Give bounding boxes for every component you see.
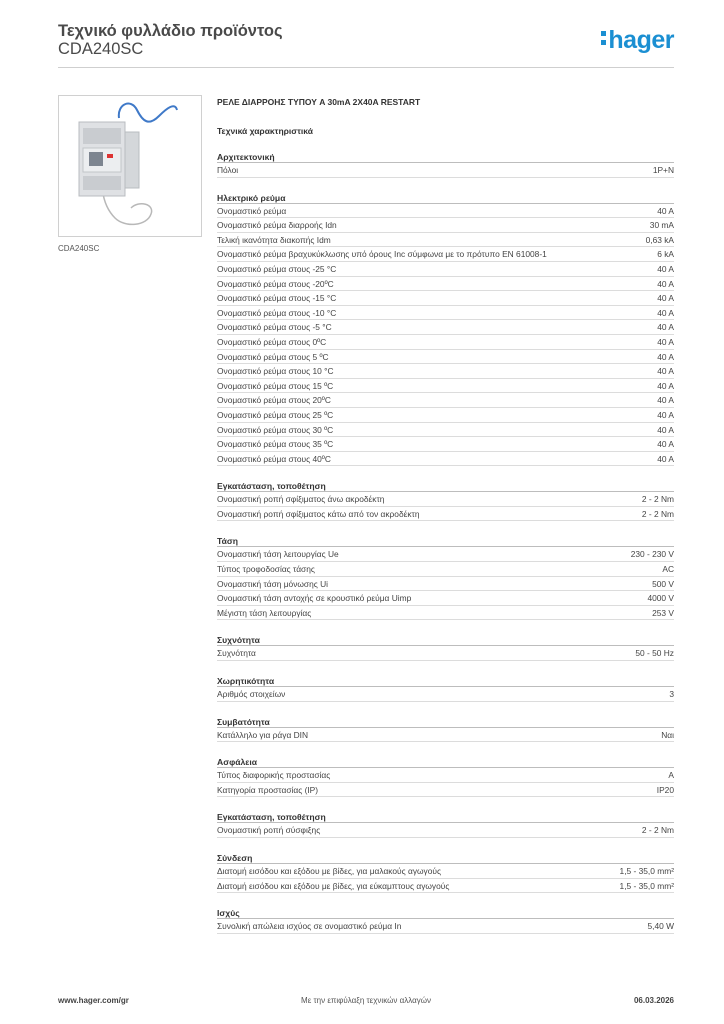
spec-value: 40 A — [657, 263, 674, 274]
spec-row — [217, 291, 674, 306]
spec-value: AC — [662, 564, 674, 575]
spec-section — [217, 192, 674, 467]
spec-label: Διατομή εισόδου και εξόδου με βίδες, για εύκαμπτους αγωγούς — [217, 880, 450, 891]
residual-current-relay-image — [59, 96, 201, 236]
section-heading: Ηλεκτρικό ρεύμα — [217, 192, 674, 204]
spec-value: 2 - 2 Nm — [641, 494, 674, 505]
spec-row — [217, 437, 674, 452]
spec-label: Ονομαστικό ρεύμα βραχυκύκλωσης υπό όρους Inc σύμφωνα με το πρότυπο EN 61008-1 — [217, 249, 547, 260]
section-heading: Συμβατότητα — [217, 716, 674, 728]
spec-section — [217, 716, 674, 743]
spec-label: Ονομαστικό ρεύμα στους -10 °C — [217, 307, 337, 318]
spec-value: 40 A — [657, 205, 674, 216]
spec-label: Κατάλληλο για ράγα DIN — [217, 729, 309, 740]
spec-label: Κατηγορία προστασίας (IP) — [217, 784, 319, 795]
spec-row — [217, 204, 674, 219]
spec-label: Ονομαστικό ρεύμα — [217, 205, 287, 216]
spec-value: 6 kA — [657, 249, 674, 260]
spec-label: Ονομαστικό ρεύμα στους 40ºC — [217, 453, 331, 464]
spec-row — [217, 768, 674, 783]
spec-label: Διατομή εισόδου και εξόδου με βίδες, για μαλακούς αγωγούς — [217, 866, 442, 876]
spec-label: Αριθμός στοιχείων — [217, 689, 286, 700]
spec-row — [217, 562, 674, 577]
spec-label: Ονομαστικό ρεύμα στους -25 °C — [217, 263, 337, 274]
spec-row — [217, 423, 674, 438]
spec-label: Ονομαστικό ρεύμα διαρροής Idn — [217, 220, 337, 231]
spec-label: Συνολική απώλεια ισχύος σε ονομαστικό ρεύμα In — [217, 921, 402, 932]
spec-label: Τύπος διαφορικής προστασίας — [217, 770, 331, 781]
spec-row — [217, 919, 674, 934]
spec-row — [217, 277, 674, 292]
spec-row — [217, 408, 674, 423]
spec-content — [217, 96, 674, 934]
spec-row — [217, 823, 674, 838]
spec-value: 40 A — [657, 395, 674, 406]
spec-value: 40 A — [657, 307, 674, 318]
spec-label: Ονομαστικό ρεύμα στους -5 °C — [217, 322, 332, 333]
spec-section — [217, 907, 674, 934]
spec-value: 30 mA — [649, 220, 674, 231]
spec-row — [217, 379, 674, 394]
spec-value: 40 A — [657, 380, 674, 391]
spec-label: Ονομαστικό ρεύμα στους 0ºC — [217, 336, 327, 347]
spec-value: 40 A — [657, 336, 674, 347]
spec-sections — [217, 151, 674, 934]
spec-value: 1,5 - 35,0 mm² — [619, 880, 674, 891]
spec-section — [217, 675, 674, 702]
logo-dots-icon — [601, 31, 607, 47]
spec-label: Συχνότητα — [217, 648, 256, 659]
product-code: CDA240SC — [58, 40, 144, 58]
spec-value: 1,5 - 35,0 mm² — [619, 866, 674, 876]
spec-value: IP20 — [656, 784, 674, 795]
spec-section — [217, 535, 674, 620]
section-heading: Σύνδεση — [217, 852, 674, 864]
spec-section — [217, 634, 674, 661]
spec-value: 4000 V — [647, 593, 674, 604]
spec-value: 50 - 50 Hz — [635, 648, 674, 659]
product-image — [58, 95, 202, 237]
spec-label: Ονομαστική ροπή σφίξιματος άνω ακροδέκτη — [217, 494, 385, 505]
spec-value: 253 V — [652, 607, 674, 618]
spec-label: Ονομαστικό ρεύμα στους -15 °C — [217, 293, 337, 304]
spec-row — [217, 163, 674, 178]
spec-label: Τελική ικανότητα διακοπής Idm — [217, 234, 331, 245]
spec-row — [217, 247, 674, 262]
spec-value: 230 - 230 V — [630, 549, 674, 560]
spec-label: Ονομαστικό ρεύμα στους 30 ºC — [217, 424, 334, 435]
spec-value: 1P+N — [652, 165, 674, 175]
spec-row — [217, 646, 674, 661]
spec-value: 500 V — [652, 578, 674, 589]
spec-value: 40 A — [657, 366, 674, 377]
spec-value: 40 A — [657, 409, 674, 420]
section-heading: Χωρητικότητα — [217, 675, 674, 687]
product-name: ΡΕΛΕ ΔΙΑΡΡΟΗΣ ΤΥΠΟΥ A 30mA 2X40A RESTART — [217, 97, 421, 107]
spec-label: Ονομαστική τάση μόνωσης Ui — [217, 578, 329, 589]
logo-text: hager — [608, 26, 674, 54]
spec-label: Τύπος τροφοδοσίας τάσης — [217, 564, 315, 575]
page-header — [58, 20, 674, 68]
spec-value: Ναι — [661, 729, 674, 740]
spec-value: 40 A — [657, 322, 674, 333]
spec-section — [217, 756, 674, 797]
spec-row — [217, 606, 674, 621]
spec-row — [217, 393, 674, 408]
spec-section — [217, 151, 674, 178]
spec-row — [217, 507, 674, 522]
spec-row — [217, 218, 674, 233]
spec-row — [217, 879, 674, 894]
spec-row — [217, 864, 674, 879]
spec-label: Ονομαστικό ρεύμα στους 25 ºC — [217, 409, 334, 420]
spec-row — [217, 320, 674, 335]
spec-label: Ονομαστικό ρεύμα στους 5 ºC — [217, 351, 329, 362]
spec-value: 40 A — [657, 424, 674, 435]
spec-row — [217, 728, 674, 743]
spec-row — [217, 577, 674, 592]
spec-row — [217, 783, 674, 798]
spec-section — [217, 811, 674, 838]
spec-value: 40 A — [657, 293, 674, 304]
spec-label: Ονομαστικό ρεύμα στους 10 °C — [217, 366, 334, 377]
spec-value: 40 A — [657, 439, 674, 450]
spec-value: 40 A — [657, 351, 674, 362]
spec-label: Ονομαστικό ρεύμα στους 35 ºC — [217, 439, 334, 450]
spec-label: Ονομαστικό ρεύμα στους 15 ºC — [217, 380, 334, 391]
spec-row — [217, 335, 674, 350]
spec-value: 2 - 2 Nm — [641, 508, 674, 519]
footer-date: 06.03.2026 — [633, 996, 674, 1005]
spec-label: Πόλοι — [217, 165, 239, 175]
footer-website-link[interactable]: www.hager.com/gr — [58, 996, 129, 1005]
specs-title: Τεχνικά χαρακτηριστικά — [217, 126, 313, 136]
spec-label: Ονομαστική τάση αντοχής σε κρουστικό ρεύμα Uimp — [217, 593, 412, 604]
document-title: Τεχνικό φυλλάδιο προϊόντος — [58, 22, 283, 40]
spec-label: Ονομαστικό ρεύμα στους -20ºC — [217, 278, 334, 289]
section-heading: Τάση — [217, 535, 674, 547]
spec-value: 2 - 2 Nm — [641, 825, 674, 836]
footer-notice: Με την επιφύλαξη τεχνικών αλλαγών — [301, 996, 431, 1005]
spec-value: 40 A — [657, 453, 674, 464]
product-image-label: CDA240SC — [58, 244, 100, 253]
spec-row — [217, 591, 674, 606]
spec-label: Ονομαστική ροπή σύσφιξης — [217, 825, 321, 836]
spec-value: 0,63 kA — [645, 234, 674, 245]
hager-logo — [601, 26, 674, 55]
spec-section — [217, 480, 674, 521]
section-heading: Συχνότητα — [217, 634, 674, 646]
spec-label: Ονομαστική τάση λειτουργίας Ue — [217, 549, 339, 560]
spec-row — [217, 262, 674, 277]
section-heading: Ισχύς — [217, 907, 674, 919]
spec-row — [217, 547, 674, 562]
section-heading: Αρχιτεκτονική — [217, 151, 674, 163]
spec-label: Μέγιστη τάση λειτουργίας — [217, 607, 312, 618]
spec-row — [217, 492, 674, 507]
spec-row — [217, 306, 674, 321]
section-heading: Εγκατάσταση, τοποθέτηση — [217, 480, 674, 492]
section-heading: Ασφάλεια — [217, 756, 674, 768]
spec-value: A — [668, 770, 674, 781]
spec-value: 40 A — [657, 278, 674, 289]
section-heading: Εγκατάσταση, τοποθέτηση — [217, 811, 674, 823]
spec-label: Ονομαστικό ρεύμα στους 20ºC — [217, 395, 331, 406]
spec-row — [217, 364, 674, 379]
spec-value: 3 — [669, 689, 674, 700]
spec-value: 5,40 W — [647, 921, 674, 932]
spec-row — [217, 350, 674, 365]
spec-label: Ονομαστική ροπή σφίξιματος κάτω από τον ακροδέκτη — [217, 508, 420, 519]
spec-row — [217, 687, 674, 702]
spec-row — [217, 233, 674, 248]
spec-section — [217, 852, 674, 893]
spec-row — [217, 452, 674, 467]
